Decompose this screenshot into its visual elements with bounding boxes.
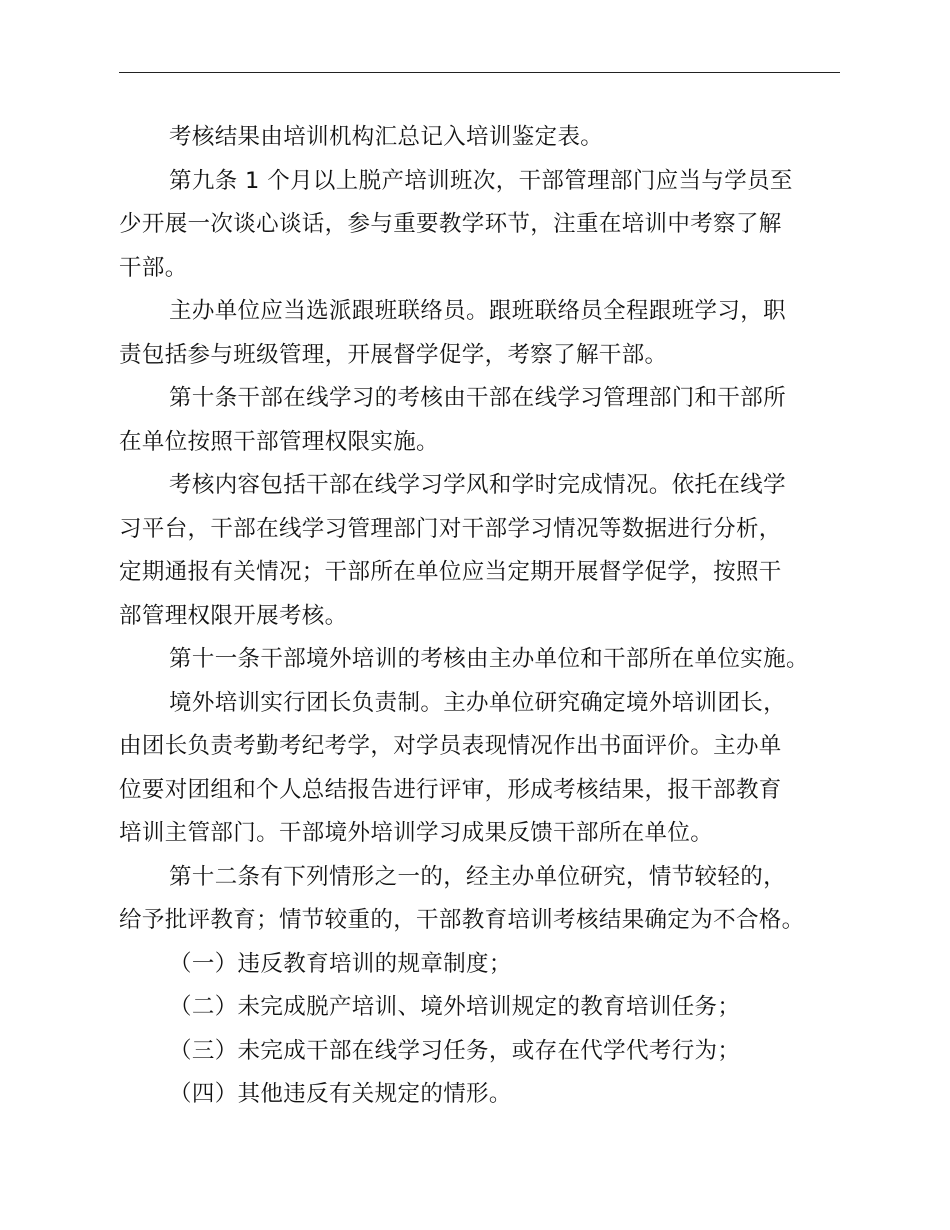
- text-line: 主办单位应当选派跟班联络员。跟班联络员全程跟班学习，职: [169, 298, 786, 324]
- text-line: 考核内容包括干部在线学习学风和学时完成情况。依托在线学: [169, 472, 786, 498]
- text-line: （三）未完成干部在线学习任务，或存在代学代考行为；: [169, 1037, 741, 1064]
- text-line: 习平台，干部在线学习管理部门对干部学习情况等数据进行分析，: [119, 515, 782, 542]
- text-line: 给予批评教育；情节较重的，干部教育培训考核结果确定为不合格。: [119, 907, 805, 933]
- text-line: （四）其他违反有关规定的情形。: [169, 1081, 512, 1107]
- text-line: （一）违反教育培训的规章制度；: [169, 950, 512, 977]
- text-line: 责包括参与班级管理，开展督学促学，考察了解干部。: [119, 341, 668, 368]
- document-body: [119, 116, 840, 1117]
- text-line: 第十二条有下列情形之一的，经主办单位研究，情节较轻的，: [169, 863, 786, 890]
- text-line: 第九条 1 个月以上脱产培训班次，干部管理部门应当与学员至: [169, 167, 793, 194]
- text-line: 位要对团组和个人总结报告进行评审，形成考核结果，报干部教育: [119, 776, 782, 803]
- text-line: 由团长负责考勤考纪考学，对学员表现情况作出书面评价。主办单: [119, 733, 782, 759]
- text-line: 第十条干部在线学习的考核由干部在线学习管理部门和干部所: [169, 385, 786, 411]
- text-line: 在单位按照干部管理权限实施。: [119, 428, 439, 455]
- header-rule: [119, 72, 840, 73]
- text-line: 干部。: [119, 254, 188, 281]
- text-line: 部管理权限开展考核。: [119, 602, 348, 629]
- text-line: 定期通报有关情况；干部所在单位应当定期开展督学促学，按照干: [119, 559, 782, 585]
- text-line: 培训主管部门。干部境外培训学习成果反馈干部所在单位。: [119, 820, 714, 846]
- text-line: （二）未完成脱产培训、境外培训规定的教育培训任务；: [169, 994, 741, 1020]
- text-line: 境外培训实行团长负责制。主办单位研究确定境外培训团长，: [169, 689, 786, 716]
- text-line: 少开展一次谈心谈话，参与重要教学环节，注重在培训中考察了解: [119, 211, 782, 237]
- text-line: 第十一条干部境外培训的考核由主办单位和干部所在单位实施。: [169, 646, 809, 672]
- text-line: 考核结果由培训机构汇总记入培训鉴定表。: [169, 124, 604, 150]
